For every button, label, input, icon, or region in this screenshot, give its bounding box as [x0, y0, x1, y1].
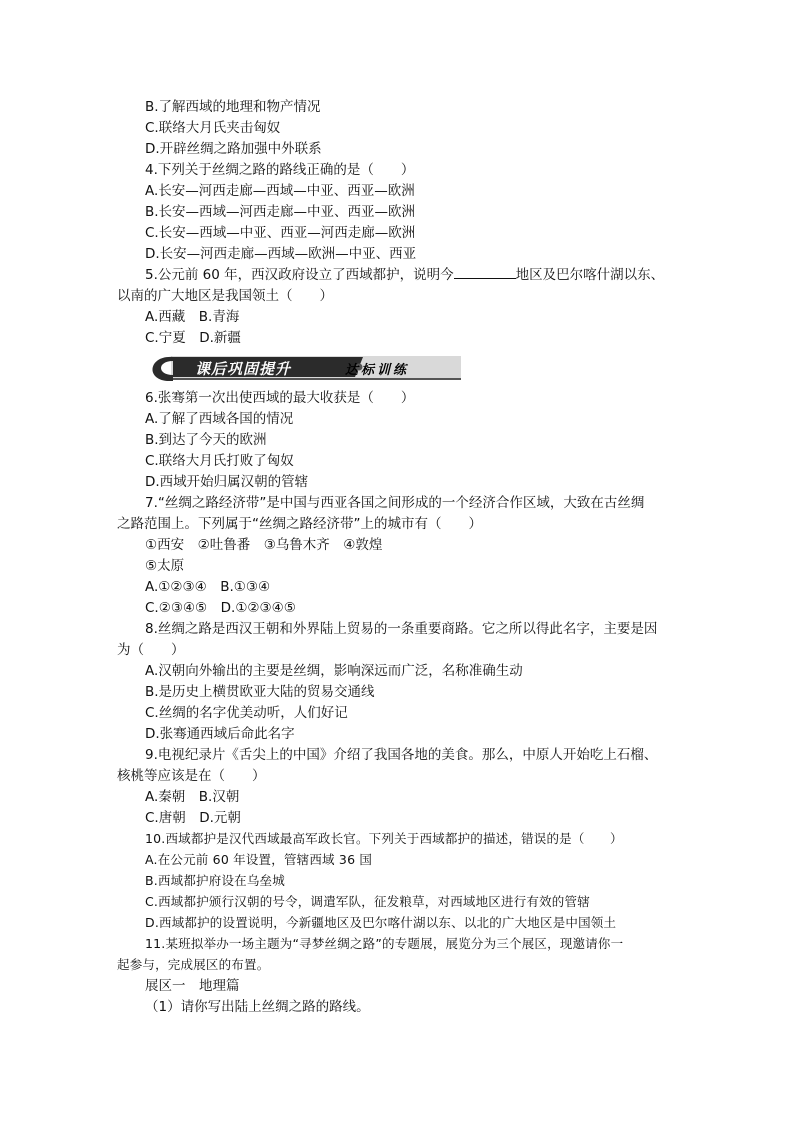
option-line: D.开辟丝绸之路加强中外联系	[145, 141, 322, 157]
question-11: 11.某班拟举办一场主题为“寻梦丝绸之路”的专题展，展览分为三个展区，现邀请你一	[145, 936, 624, 951]
option-line: C.长安—西域—中亚、西亚—河西走廊—欧洲	[145, 225, 416, 241]
option-line: A.在公元前 60 年设置，管辖西域 36 国	[145, 852, 373, 867]
question-5-cont: 以南的广大地区是我国领土（ ）	[117, 288, 333, 304]
option-line: A.汉朝向外输出的主要是丝绸，影响深远而广泛，名称准确生动	[145, 663, 523, 679]
question-8-cont: 为（ ）	[117, 642, 185, 658]
option-line: A.长安—河西走廊—西域—中亚、西亚—欧洲	[145, 183, 415, 199]
sub-question: （1）请你写出陆上丝绸之路的路线。	[145, 999, 370, 1015]
banner-title: 课后巩固提升	[195, 360, 292, 378]
option-line: C.联络大月氏打败了匈奴	[145, 453, 294, 469]
option-line: C.②③④⑤ D.①②③④⑤	[145, 600, 296, 616]
option-line: C.丝绸的名字优美动听，人们好记	[145, 705, 348, 721]
option-line: B.了解西域的地理和物产情况	[145, 99, 321, 115]
question-8: 8.丝绸之路是西汉王朝和外界陆上贸易的一条重要商路。它之所以得此名字，主要是因	[145, 621, 658, 637]
option-line: A.西藏 B.青海	[145, 309, 240, 325]
section-heading: 展区一 地理篇	[145, 978, 240, 994]
option-line: B.长安—西域—河西走廊—中亚、西亚—欧洲	[145, 204, 416, 220]
option-line: ①西安 ②吐鲁番 ③乌鲁木齐 ④敦煌	[145, 537, 383, 553]
question-10: 10.西域都护是汉代西域最高军政长官。下列关于西域都护的描述，错误的是（ ）	[145, 831, 623, 846]
question-9: 9.电视纪录片《舌尖上的中国》介绍了我国各地的美食。那么，中原人开始吃上石榴、	[145, 747, 658, 763]
answer-blank	[454, 266, 516, 279]
option-line: C.西域都护颁行汉朝的号令，调遣军队，征发粮草，对西域地区进行有效的管辖	[145, 894, 590, 909]
option-line: D.西域都护的设置说明，今新疆地区及巴尔喀什湖以东、以北的广大地区是中国领土	[145, 915, 617, 930]
question-7: 7.“丝绸之路经济带”是中国与西亚各国之间形成的一个经济合作区域，大致在古丝绸	[145, 495, 645, 511]
option-line: D.西域开始归属汉朝的管辖	[145, 474, 309, 490]
question-4: 4.下列关于丝绸之路的路线正确的是（ ）	[145, 162, 415, 178]
option-line: A.秦朝 B.汉朝	[145, 789, 240, 805]
option-line: A.①②③④ B.①③④	[145, 579, 271, 595]
option-line: D.长安—河西走廊—西域—欧洲—中亚、西亚	[145, 246, 417, 262]
option-line: B.到达了今天的欧洲	[145, 432, 267, 448]
question-6: 6.张骞第一次出使西域的最大收获是（ ）	[145, 390, 415, 406]
banner-subtitle: 达标训练	[345, 363, 410, 378]
option-line: ⑤太原	[145, 558, 185, 574]
option-line: C.宁夏 D.新疆	[145, 330, 241, 346]
option-line: B.是历史上横贯欧亚大陆的贸易交通线	[145, 684, 375, 700]
banner-graphic	[143, 353, 463, 383]
question-9-cont: 核桃等应该是在（ ）	[117, 768, 266, 784]
question-5-text: 5.公元前 60 年，西汉政府设立了西域都护，说明今	[145, 267, 454, 283]
question-7-cont: 之路范围上。下列属于“丝绸之路经济带”上的城市有（ ）	[117, 516, 482, 532]
option-line: C.唐朝 D.元朝	[145, 810, 241, 826]
question-11-cont: 起参与，完成展区的布置。	[117, 957, 270, 972]
question-5	[145, 265, 664, 285]
option-line: B.西域都护府设在乌垒城	[145, 873, 285, 888]
question-5-text-cont: 地区及巴尔喀什湖以东、	[515, 267, 665, 283]
option-line: D.张骞通西域后命此名字	[145, 726, 295, 742]
option-line: C.联络大月氏夹击匈奴	[145, 120, 281, 136]
option-line: A.了解了西域各国的情况	[145, 411, 294, 427]
section-banner	[143, 353, 463, 383]
